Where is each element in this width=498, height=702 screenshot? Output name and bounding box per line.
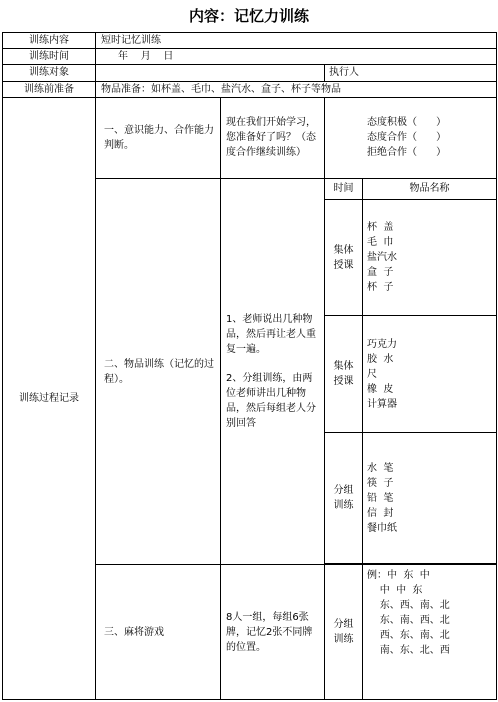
mahjong-line: 例：中 东 中 (367, 570, 430, 582)
target-label: 训练对象 (3, 65, 96, 81)
prep-value: 物品准备：如杯盖、毛巾、盐汽水、盒子、杯子等物品 (96, 81, 497, 97)
step1-name: 一、意识能力、合作能力判断。 (96, 97, 221, 178)
list-item: 胶 水 (367, 353, 394, 365)
step2-name: 二、物品训练（记忆的过程）。 (96, 178, 221, 565)
mahjong-line: 西、东、南、北 (367, 630, 450, 642)
list-item: 杯 子 (367, 282, 394, 294)
mode-label-line: 训练 (333, 634, 354, 646)
header-time: 时间 (325, 178, 363, 199)
group2-items (363, 316, 497, 432)
attitude-options (325, 97, 497, 178)
mahjong-line: 东、南、西、北 (367, 615, 450, 627)
list-item: 盒 子 (367, 267, 394, 279)
mahjong-examples (363, 565, 497, 700)
time-value: 年 月 日 (96, 49, 497, 65)
group3-items (363, 432, 497, 564)
executor-label: 执行人 (325, 65, 497, 81)
step3-name: 三、麻将游戏 (96, 565, 221, 700)
step3-mode (325, 565, 363, 700)
time-label: 训练时间 (3, 49, 96, 65)
list-item: 筷 子 (367, 477, 394, 489)
mode-label-line: 分组 (333, 619, 354, 631)
attitude-positive: 态度积极（ ） (367, 117, 447, 129)
mode-label-line: 集体 (333, 244, 354, 256)
list-item: 毛 巾 (367, 237, 394, 249)
step2-method-2: 2、分组训练，由两位老师讲出几种物品，然后每组老人分别回答 (226, 373, 316, 430)
training-record-table (2, 32, 497, 700)
list-item: 盐汽水 (367, 252, 397, 264)
mahjong-line: 南、东、北、西 (367, 645, 450, 657)
mahjong-line: 东、西、南、北 (367, 600, 450, 612)
group1-items (363, 199, 497, 315)
list-item: 餐巾纸 (367, 522, 397, 534)
mode-label-line: 集体 (333, 361, 354, 373)
list-item: 橡 皮 (367, 383, 394, 395)
list-item: 水 笔 (367, 462, 394, 474)
content-label: 训练内容 (3, 33, 96, 49)
mode-label-line: 训练 (333, 500, 354, 512)
list-item: 信 封 (367, 507, 394, 519)
list-item: 尺 (367, 368, 377, 380)
step3-method: 8人一组，每组6张牌，记忆2张不同牌的位置。 (221, 565, 325, 700)
list-item: 巧克力 (367, 338, 397, 350)
attitude-cooperative: 态度合作（ ） (367, 132, 447, 144)
mode-label-line: 分组 (333, 485, 354, 497)
mode-label-line: 授课 (333, 259, 354, 271)
prep-label: 训练前准备 (3, 81, 96, 97)
step2-methods (221, 178, 325, 565)
list-item: 杯 盖 (367, 222, 394, 234)
header-items: 物品名称 (363, 178, 497, 199)
mode-label-line: 授课 (333, 376, 354, 388)
group3-mode (325, 432, 363, 564)
group2-mode (325, 316, 363, 432)
mahjong-line: 中 中 东 (367, 585, 423, 597)
content-value: 短时记忆训练 (96, 33, 497, 49)
list-item: 计算器 (367, 398, 397, 410)
page-title: 内容：记忆力训练 (188, 7, 309, 25)
attitude-refuse: 拒绝合作（ ） (367, 147, 447, 159)
target-value (96, 65, 325, 81)
step1-script: 现在我们开始学习，您准备好了吗？（态度合作继续训练） (221, 97, 325, 178)
group1-mode (325, 199, 363, 315)
step2-method-1: 1、老师说出几种物品，然后再让老人重复一遍。 (226, 314, 316, 356)
record-label: 训练过程记录 (3, 97, 96, 699)
list-item: 铅 笔 (367, 492, 394, 504)
